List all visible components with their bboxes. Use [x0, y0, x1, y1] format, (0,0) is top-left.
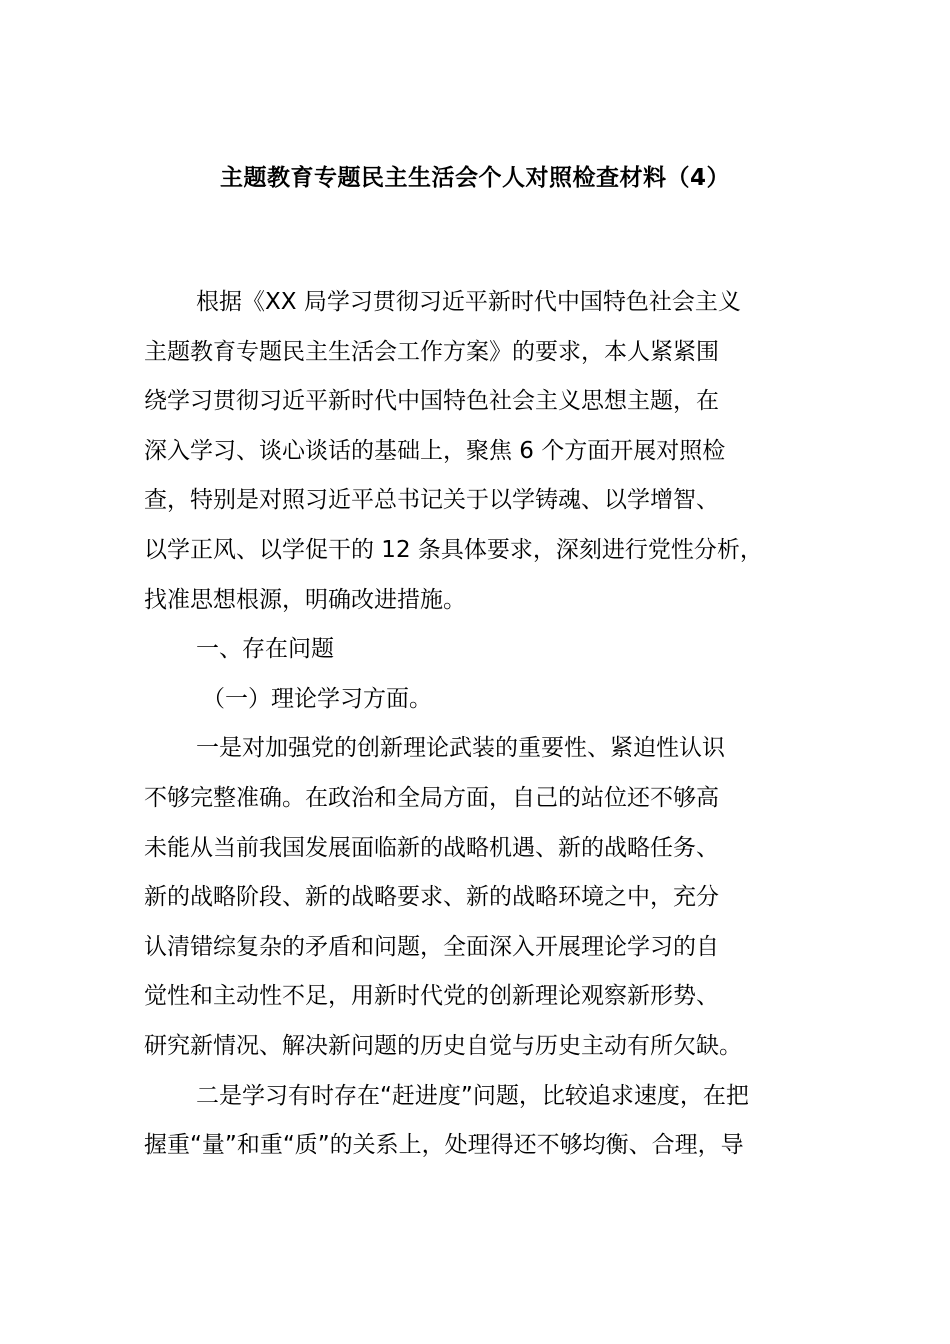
document-body: [144, 278, 834, 1171]
subsection-heading: （一）理论学习方面。: [202, 685, 432, 712]
text-line: 研究新情况、解决新问题的历史自觉与历史主动有所欠缺。: [144, 1032, 742, 1059]
text-line: 找准思想根源，明确改进措施。: [144, 586, 466, 613]
text-line: 未能从当前我国发展面临新的战略机遇、新的战略任务、: [144, 834, 719, 861]
text-line: 新的战略阶段、新的战略要求、新的战略环境之中，充分: [144, 884, 719, 911]
text-line: 绕学习贯彻习近平新时代中国特色社会主义思想主题，在: [144, 388, 719, 415]
text-line: 查，特别是对照习近平总书记关于以学铸魂、以学增智、: [144, 487, 719, 514]
text-line: 一是对加强党的创新理论武装的重要性、紧迫性认识: [196, 735, 725, 762]
text-line: 根据《XX 局学习贯彻习近平新时代中国特色社会主义: [196, 289, 741, 315]
text-line: 握重“量”和重“质”的关系上，处理得还不够均衡、合理，导: [144, 1132, 744, 1159]
text-line: 主题教育专题民主生活会工作方案》的要求，本人紧紧围: [144, 338, 719, 365]
text-line: 二是学习有时存在“赶进度”问题，比较追求速度，在把: [196, 1082, 749, 1109]
text-line: 以学正风、以学促干的 12 条具体要求，深刻进行党性分析，: [144, 536, 763, 563]
text-line: 深入学习、谈心谈话的基础上，聚焦 6 个方面开展对照检: [144, 437, 726, 464]
document-title: 主题教育专题民主生活会个人对照检查材料（4）: [219, 165, 730, 191]
text-line: 认清错综复杂的矛盾和问题，全面深入开展理论学习的自: [144, 933, 719, 960]
text-line: 觉性和主动性不足，用新时代党的创新理论观察新形势、: [144, 983, 719, 1010]
section-heading: 一、存在问题: [196, 636, 334, 663]
text-line: 不够完整准确。在政治和全局方面，自己的站位还不够高: [144, 784, 719, 811]
